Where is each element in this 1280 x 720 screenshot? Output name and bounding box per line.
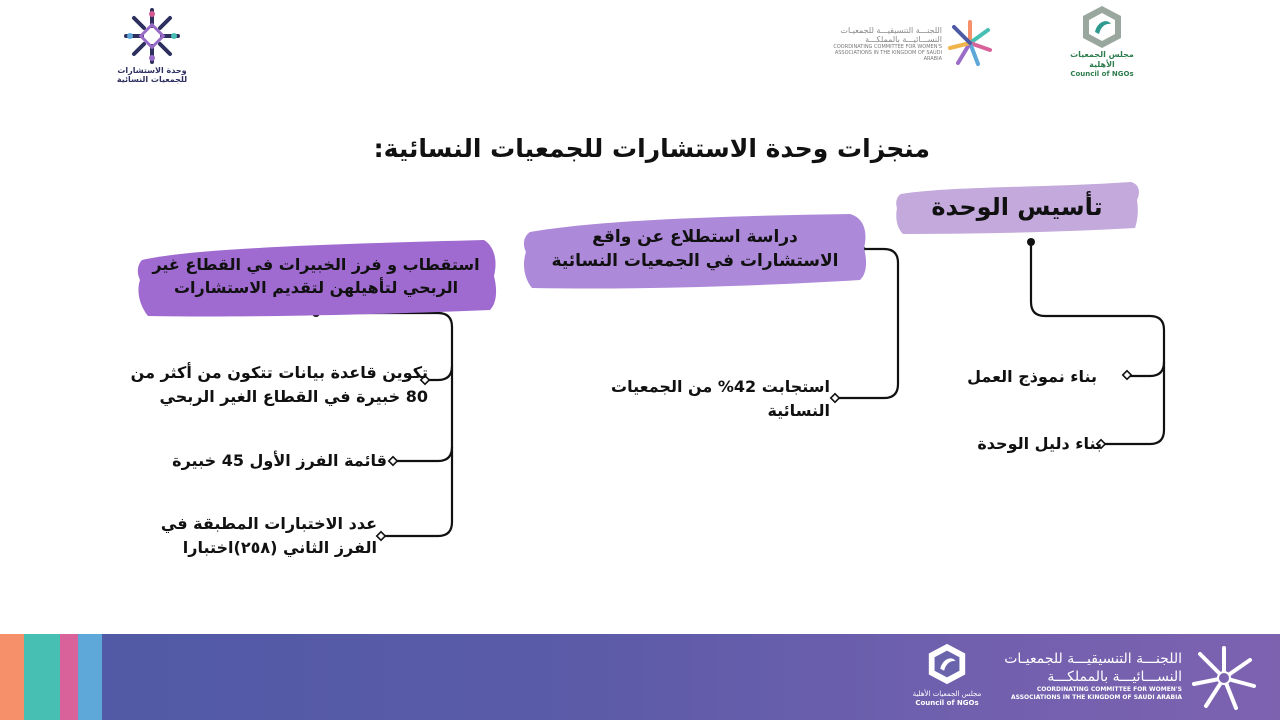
footer-ccwa-ar-line-1: اللجنـــة التنسيقيـــة للجمعيـات [1004, 651, 1182, 667]
ccwa-en-line-1: COORDINATING COMMITTEE FOR WOMEN'S [833, 44, 942, 50]
ccwa-ar-line-2: النســـائيـــة بالمملكـــة [865, 35, 942, 44]
connector-column-3-branch-2 [394, 447, 452, 461]
footer-council-logo [906, 642, 988, 714]
footer-stripe-teal [24, 634, 60, 720]
column-2-title-line-2: الاستشارات في الجمعيات النسائية [551, 251, 839, 271]
council-caption-en: Council of NGOs [1070, 70, 1134, 78]
column-3-item-3-line-1: عدد الاختبارات المطبقة في [160, 514, 377, 533]
connector-column-3 [316, 313, 452, 536]
column-1-item-2: بناء دليل الوحدة [977, 434, 1102, 453]
column-1-header [893, 178, 1141, 236]
footer-starburst-icon [1188, 642, 1260, 714]
consulting-unit-caption-2: للجمعيات النسائية [116, 75, 188, 84]
footer-council-ar: مجلس الجمعيات الأهلية [912, 690, 982, 698]
column-3-item-2 [157, 449, 387, 473]
bullet-diamond-5 [389, 457, 397, 465]
column-2-item-1-line-2: النسائية [767, 401, 830, 420]
connector-column-1 [1031, 242, 1164, 444]
footer-ccwa-logo [1000, 642, 1268, 714]
page-title: منجزات وحدة الاستشارات للجمعيات النسائية: [373, 134, 930, 163]
footer-council-hexagon-icon [925, 642, 969, 686]
column-3-header [134, 234, 498, 318]
bullet-diamond-6 [377, 532, 385, 540]
bullet-diamond-1 [1123, 371, 1131, 379]
column-2-item-1 [570, 375, 830, 423]
column-3-title-line-2: الربحي لتأهيلهن لتقديم الاستشارات [173, 278, 459, 297]
footer-council-en: Council of NGOs [915, 699, 979, 707]
footer-ccwa-ar-line-2: النســـائيـــة بالمملكـــة [1047, 669, 1182, 685]
node-dot-column-1 [1027, 238, 1035, 246]
footer-ccwa-en-line-2: ASSOCIATIONS IN THE KINGDOM OF SAUDI ARABIA [1011, 694, 1182, 701]
column-3-item-2-line-1: قائمة الفرز الأول 45 خبيرة [172, 451, 387, 470]
column-1-item-1: بناء نموذج العمل [967, 367, 1097, 386]
column-3-title-line-1: استقطاب و فرز الخبيرات في القطاع غير [152, 255, 480, 274]
column-3-item-1-line-2: 80 خبيرة في القطاع الغير الربحي [159, 387, 428, 406]
footer-stripe-blue [78, 634, 102, 720]
footer-ccwa-en-line-1: COORDINATING COMMITTEE FOR WOMEN'S [1036, 686, 1182, 693]
footer-stripe-orange [0, 634, 24, 720]
connector-column-1-branch [1128, 362, 1164, 376]
column-2-title-line-1: دراسة استطلاع عن واقع [592, 227, 798, 247]
column-3-item-3-line-2: الفرز الثاني (٢٥٨)اختبارا [182, 538, 377, 557]
connector-column-3-branch-1 [426, 366, 452, 380]
column-1-title: تأسيس الوحدة [931, 193, 1103, 221]
column-2-item-1-line-1: استجابت 42% من الجمعيات [611, 377, 830, 396]
ccwa-en-line-2: ASSOCIATIONS IN THE KINGDOM OF SAUDI ARABIA [834, 50, 942, 62]
footer-bar [0, 634, 1280, 720]
column-3-item-1 [118, 361, 428, 409]
column-3-item-3 [117, 512, 377, 560]
column-2-header [520, 208, 870, 290]
ccwa-ar-line-1: اللجنـــة التنسيقيـــة للجمعيـات [840, 26, 942, 35]
footer-stripe-pink [60, 634, 78, 720]
column-3-item-1-line-1: تكوين قاعدة بيانات تتكون من أكثر من [130, 363, 428, 382]
council-caption-ar: مجلس الجمعيات الأهلية [1070, 50, 1134, 69]
bullet-diamond-3 [831, 394, 839, 402]
consulting-unit-caption-1: وحدة الاستشارات [117, 66, 187, 75]
